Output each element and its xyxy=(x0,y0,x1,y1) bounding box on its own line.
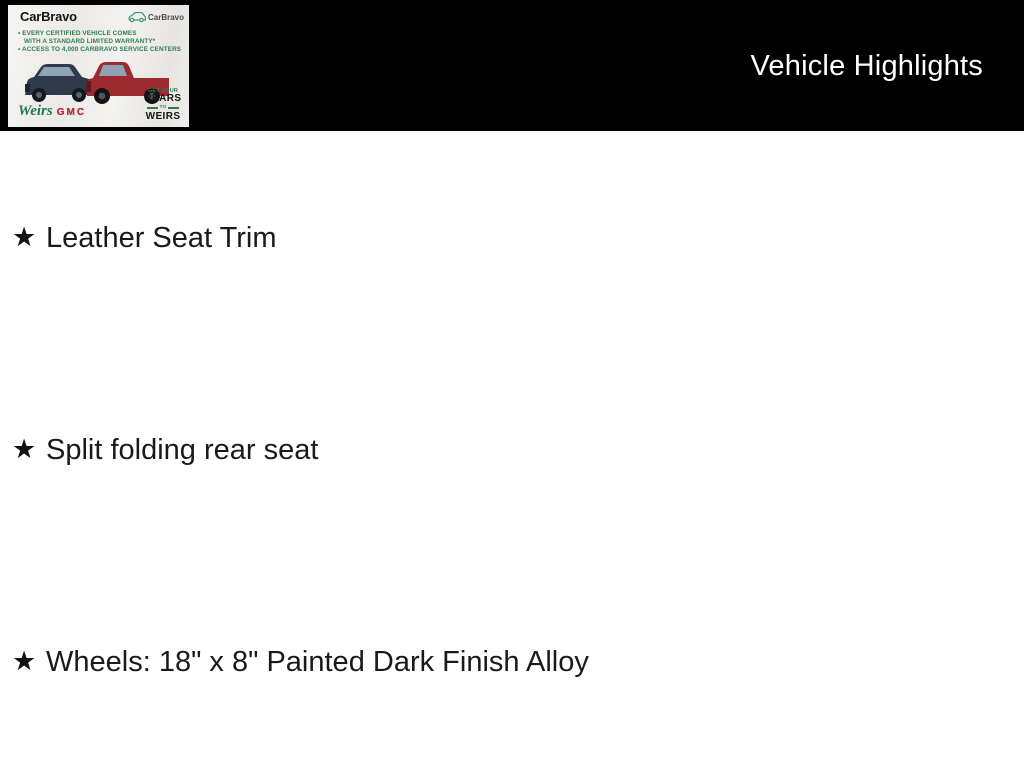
star-bullet-icon: ★ xyxy=(12,434,37,465)
highlight-label: Wheels: 18" x 8" Painted Dark Finish Alloy xyxy=(46,646,589,678)
highlight-item xyxy=(12,645,589,679)
tagline-get-your: GET YOUR xyxy=(147,88,179,94)
highlight-label: Leather Seat Trim xyxy=(46,222,277,254)
banner-tagline xyxy=(141,88,185,122)
carbravo-logo-label: CarBravo xyxy=(147,13,184,22)
carbravo-wordmark: CarBravo xyxy=(20,9,77,24)
tagline-weirs: WEIRS xyxy=(145,111,181,122)
banner-bullet-line: • EVERY CERTIFIED VEHICLE COMES xyxy=(18,30,137,37)
carbravo-logo xyxy=(127,12,184,23)
suv-silhouette xyxy=(25,64,93,102)
page-title: Vehicle Highlights xyxy=(750,50,983,82)
banner-warranty-bullets xyxy=(18,30,181,54)
highlight-item xyxy=(12,221,277,255)
tagline-dash xyxy=(168,107,179,109)
weirs-wordmark: Weirs xyxy=(18,103,53,119)
tagline-rears: REARS xyxy=(144,93,182,104)
star-bullet-icon: ★ xyxy=(12,646,37,677)
highlight-item xyxy=(12,433,318,467)
banner-bullet-line: WITH A STANDARD LIMITED WARRANTY* xyxy=(24,38,156,45)
dealer-banner xyxy=(8,5,189,127)
banner-bullet-line: • ACCESS TO 4,000 CARBRAVO SERVICE CENTERS xyxy=(18,46,182,53)
tagline-to-label: TO xyxy=(159,105,167,110)
carbravo-car-icon xyxy=(127,12,146,23)
star-bullet-icon: ★ xyxy=(12,222,37,253)
highlight-label: Split folding rear seat xyxy=(46,434,319,466)
dealer-logo xyxy=(18,103,86,120)
header-bar xyxy=(0,0,1024,131)
gmc-wordmark: GMC xyxy=(56,107,87,118)
tagline-dash xyxy=(147,107,158,109)
